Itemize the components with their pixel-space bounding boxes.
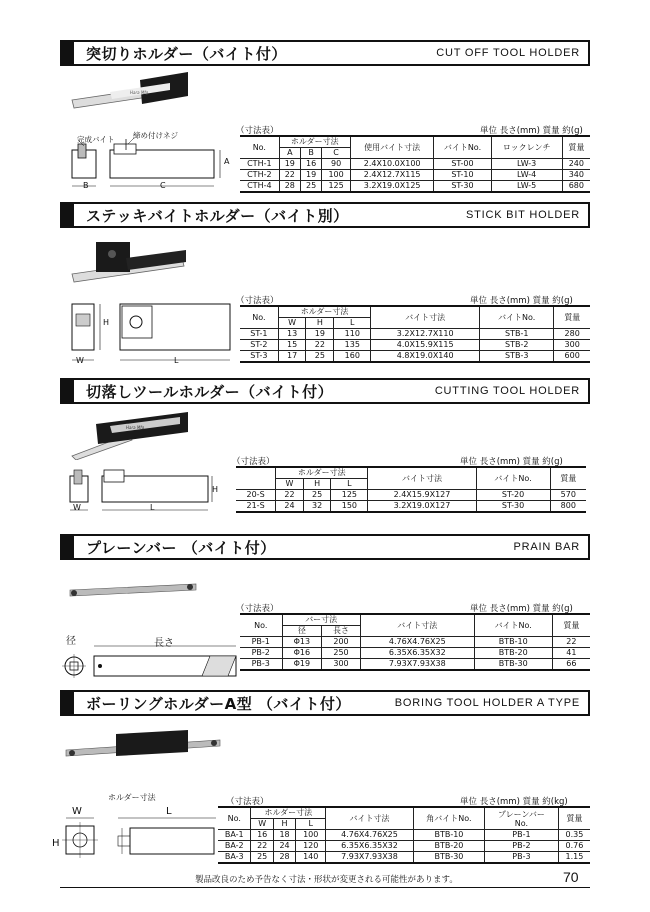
cell: 25	[300, 181, 321, 193]
unit-line: 単位 長さ(mm) 質量 約(g)	[470, 296, 573, 306]
section-title-en: BORING TOOL HOLDER A TYPE	[394, 697, 580, 709]
table-row	[240, 648, 590, 659]
table-label: （寸法表）	[226, 797, 269, 807]
cell: PB-2	[240, 648, 282, 659]
cell: PB-1	[240, 637, 282, 648]
boring-holder-diagram	[60, 816, 220, 866]
dim-w-label: W	[72, 806, 82, 817]
cell: 100	[322, 170, 351, 181]
svg-text:Hara Mfg: Hara Mfg	[130, 90, 149, 95]
cell: 1.15	[558, 852, 590, 864]
table-row	[236, 501, 586, 513]
spec-table-cutting-tool	[236, 466, 586, 513]
cell: ST-00	[434, 159, 491, 170]
section-title-en: PRAIN BAR	[513, 541, 580, 553]
cell: 22	[251, 841, 273, 852]
table-row	[240, 637, 590, 648]
cell: 17	[278, 351, 306, 363]
cell: 110	[334, 329, 371, 340]
section-header-cutting-tool	[60, 378, 590, 404]
cell: CTH-2	[240, 170, 279, 181]
cell: BTB-30	[413, 852, 484, 864]
cell: STB-2	[480, 340, 554, 351]
cell: 24	[276, 501, 304, 513]
cell: ST-10	[434, 170, 491, 181]
svg-text:Hara Mfg: Hara Mfg	[126, 425, 145, 430]
col-header: W	[276, 479, 304, 490]
dim-l-label: L	[174, 356, 179, 365]
table-row	[240, 170, 590, 181]
cell: 250	[322, 648, 361, 659]
dim-l-label: L	[166, 806, 172, 817]
cell: ST-30	[434, 181, 491, 193]
col-header: L	[296, 819, 326, 830]
col-header: 使用バイト寸法	[350, 136, 434, 159]
col-header: 質量	[562, 136, 590, 159]
cell: 7.93X7.93X38	[326, 852, 414, 864]
cell: 66	[552, 659, 590, 671]
section-header-stick-bit	[60, 202, 590, 228]
cell: ST-30	[476, 501, 550, 513]
spec-table-boring-holder	[218, 806, 590, 864]
cell: 300	[554, 340, 590, 351]
cell: 125	[331, 490, 368, 501]
cell: 6.35X6.35X32	[326, 841, 414, 852]
cell: PB-3	[485, 852, 559, 864]
unit-line: 単位 長さ(mm) 質量 約(g)	[480, 126, 583, 136]
col-header: L	[334, 318, 371, 329]
cell: 280	[554, 329, 590, 340]
col-header: バイト寸法	[360, 614, 474, 637]
cell: 25	[306, 351, 334, 363]
cell: ST-1	[240, 329, 278, 340]
cell: 41	[552, 648, 590, 659]
cell: LW-3	[491, 159, 562, 170]
cell: 2.4X15.9X127	[368, 490, 476, 501]
cell: 32	[303, 501, 331, 513]
cell: PB-2	[485, 841, 559, 852]
col-header	[236, 467, 276, 490]
col-header: H	[303, 479, 331, 490]
cell: 13	[278, 329, 306, 340]
section-title-jp: ステッキバイトホルダー（バイト別）	[86, 206, 349, 225]
cell: 4.76X4.76X25	[360, 637, 474, 648]
dim-a-label: A	[224, 157, 230, 166]
col-header: 径	[282, 626, 322, 637]
plain-bar-photo	[66, 576, 200, 606]
cell: BA-2	[218, 841, 251, 852]
cell: 2.4X10.0X100	[350, 159, 434, 170]
col-header: 質量	[558, 807, 590, 830]
boring-holder-photo	[64, 726, 224, 766]
cell: 21-S	[236, 501, 276, 513]
footer-divider	[60, 887, 590, 888]
cell: BA-1	[218, 830, 251, 841]
col-header: バイト寸法	[326, 807, 414, 830]
spec-table-plain-bar	[240, 613, 590, 671]
col-header: No.	[240, 136, 279, 159]
col-header: No.	[240, 306, 278, 329]
cell: 25	[303, 490, 331, 501]
col-header: B	[300, 148, 321, 159]
table-label: （寸法表）	[236, 296, 279, 306]
cell: 22	[306, 340, 334, 351]
table-row	[240, 659, 590, 671]
cell: 7.93X7.93X38	[360, 659, 474, 671]
cell: 28	[279, 181, 300, 193]
cell: 0.76	[558, 841, 590, 852]
cell: 15	[278, 340, 306, 351]
cell: CTH-4	[240, 181, 279, 193]
col-header: バイトNo.	[434, 136, 491, 159]
cell: 100	[296, 830, 326, 841]
cell: Φ19	[282, 659, 322, 671]
cell: 3.2X19.0X127	[368, 501, 476, 513]
table-row	[240, 159, 590, 170]
col-header	[485, 807, 559, 830]
table-label: （寸法表）	[236, 604, 279, 614]
cell: 16	[300, 159, 321, 170]
table-row	[240, 329, 590, 340]
cell: Φ16	[282, 648, 322, 659]
callout-clamp-screw: 締め付けネジ	[133, 131, 178, 140]
diagram-label: ホルダー寸法	[108, 793, 156, 802]
cell: 800	[550, 501, 586, 513]
table-row	[236, 490, 586, 501]
cell: 2.4X12.7X115	[350, 170, 434, 181]
table-row	[218, 852, 590, 864]
cell: 4.0X15.9X115	[371, 340, 480, 351]
cell: STB-1	[480, 329, 554, 340]
cell: BTB-20	[474, 648, 552, 659]
col-header: 質量	[554, 306, 590, 329]
col-group-header: バー寸法	[282, 614, 360, 626]
section-title-jp: 突切りホルダー（バイト付）	[86, 44, 287, 63]
section-title-en: STICK BIT HOLDER	[465, 209, 580, 221]
col-header: W	[251, 819, 273, 830]
cell: 24	[273, 841, 295, 852]
cell: 150	[331, 501, 368, 513]
col-header: 質量	[550, 467, 586, 490]
section-title-en: CUTTING TOOL HOLDER	[434, 385, 580, 397]
cell: 600	[554, 351, 590, 363]
table-row	[218, 830, 590, 841]
cell: 680	[562, 181, 590, 193]
cell: 135	[334, 340, 371, 351]
cell: PB-1	[485, 830, 559, 841]
col-header: L	[331, 479, 368, 490]
callout-finished-bit: 完成バイト	[77, 135, 115, 144]
dim-h-label: H	[52, 838, 60, 849]
spec-table-stick-bit	[240, 305, 590, 363]
cell: 300	[322, 659, 361, 671]
cell: BTB-10	[474, 637, 552, 648]
cell: LW-5	[491, 181, 562, 193]
section-header-plain-bar	[60, 534, 590, 560]
cell: 3.2X19.0X125	[350, 181, 434, 193]
cell: Φ13	[282, 637, 322, 648]
cell: 19	[279, 159, 300, 170]
cell: ST-2	[240, 340, 278, 351]
dim-b-label: B	[83, 181, 89, 190]
col-header-line: プレーンバー	[497, 809, 545, 819]
section-title-jp: プレーンバー （バイト付）	[86, 538, 276, 557]
col-group-header: ホルダー寸法	[276, 467, 368, 479]
unit-line: 単位 長さ(mm) 質量 約(g)	[470, 604, 573, 614]
col-group-header: ホルダー寸法	[251, 807, 326, 819]
col-header: バイト寸法	[371, 306, 480, 329]
section-title-en: CUT OFF TOOL HOLDER	[436, 47, 580, 59]
cut-off-holder-photo	[70, 70, 190, 120]
dim-c-label: C	[160, 181, 166, 190]
cell: 340	[562, 170, 590, 181]
cell: BTB-30	[474, 659, 552, 671]
cell: 570	[550, 490, 586, 501]
col-header: C	[322, 148, 351, 159]
dim-w-label: W	[76, 356, 84, 365]
cell: 6.35X6.35X32	[360, 648, 474, 659]
cut-off-holder-diagram	[68, 138, 248, 196]
col-header: 質量	[552, 614, 590, 637]
section-header-cut-off	[60, 40, 590, 66]
col-group-header: ホルダー寸法	[278, 306, 371, 318]
section-title-jp: 切落しツールホルダー（バイト付）	[86, 382, 334, 401]
cell: 22	[552, 637, 590, 648]
stick-bit-holder-photo	[70, 232, 190, 286]
table-row	[240, 351, 590, 363]
dim-w-label: W	[73, 503, 81, 512]
cell: 18	[273, 830, 295, 841]
col-header: ロックレンチ	[491, 136, 562, 159]
cutting-tool-holder-diagram	[64, 466, 234, 518]
page-number: 70	[563, 869, 579, 885]
col-group-header: ホルダー寸法	[279, 136, 350, 148]
dim-h-label: H	[212, 485, 219, 494]
cell: 4.76X4.76X25	[326, 830, 414, 841]
footer-note: 製品改良のため予告なく寸法・形状が変更される可能性があります。	[195, 875, 458, 885]
col-header-line: No.	[514, 818, 529, 828]
cell: 0.35	[558, 830, 590, 841]
dim-l-label: L	[150, 503, 155, 512]
dim-h-label: H	[103, 318, 110, 327]
cell: BA-3	[218, 852, 251, 864]
table-label: （寸法表）	[232, 457, 275, 467]
cell: 16	[251, 830, 273, 841]
cell: 19	[300, 170, 321, 181]
cell: 4.8X19.0X140	[371, 351, 480, 363]
cell: 125	[322, 181, 351, 193]
col-header: バイトNo.	[476, 467, 550, 490]
col-header: H	[306, 318, 334, 329]
stick-bit-holder-diagram	[64, 296, 234, 372]
dim-dia-label: 径	[66, 636, 76, 647]
col-header: H	[273, 819, 295, 830]
section-header-boring-holder	[60, 690, 590, 716]
col-header: バイトNo.	[474, 614, 552, 637]
cell: 22	[276, 490, 304, 501]
dim-len-label: 長さ	[154, 638, 174, 649]
cell: 200	[322, 637, 361, 648]
cell: 3.2X12.7X110	[371, 329, 480, 340]
spec-table-cut-off	[240, 135, 590, 193]
cell: 120	[296, 841, 326, 852]
cell: 25	[251, 852, 273, 864]
cell: PB-3	[240, 659, 282, 671]
table-row	[218, 841, 590, 852]
plain-bar-diagram	[60, 642, 240, 682]
unit-line: 単位 長さ(mm) 質量 約(g)	[460, 457, 563, 467]
unit-line: 単位 長さ(mm) 質量 約(kg)	[460, 797, 568, 807]
col-header: No.	[218, 807, 251, 830]
cell: STB-3	[480, 351, 554, 363]
cutting-tool-holder-photo	[70, 408, 190, 460]
cell: 28	[273, 852, 295, 864]
cell: BTB-20	[413, 841, 484, 852]
cell: ST-3	[240, 351, 278, 363]
cell: ST-20	[476, 490, 550, 501]
col-header: No.	[240, 614, 282, 637]
cell: 90	[322, 159, 351, 170]
cell: 240	[562, 159, 590, 170]
cell: 140	[296, 852, 326, 864]
table-row	[240, 340, 590, 351]
table-label: （寸法表）	[236, 126, 279, 136]
cell: 22	[279, 170, 300, 181]
cell: 19	[306, 329, 334, 340]
col-header: 角バイトNo.	[413, 807, 484, 830]
cell: BTB-10	[413, 830, 484, 841]
col-header: バイト寸法	[368, 467, 476, 490]
table-row	[240, 181, 590, 193]
col-header: 長さ	[322, 626, 361, 637]
cell: 20-S	[236, 490, 276, 501]
col-header: W	[278, 318, 306, 329]
section-title-jp: ボーリングホルダーA型 （バイト付）	[86, 694, 351, 713]
col-header: バイトNo.	[480, 306, 554, 329]
cell: LW-4	[491, 170, 562, 181]
cell: CTH-1	[240, 159, 279, 170]
cell: 160	[334, 351, 371, 363]
col-header: A	[279, 148, 300, 159]
